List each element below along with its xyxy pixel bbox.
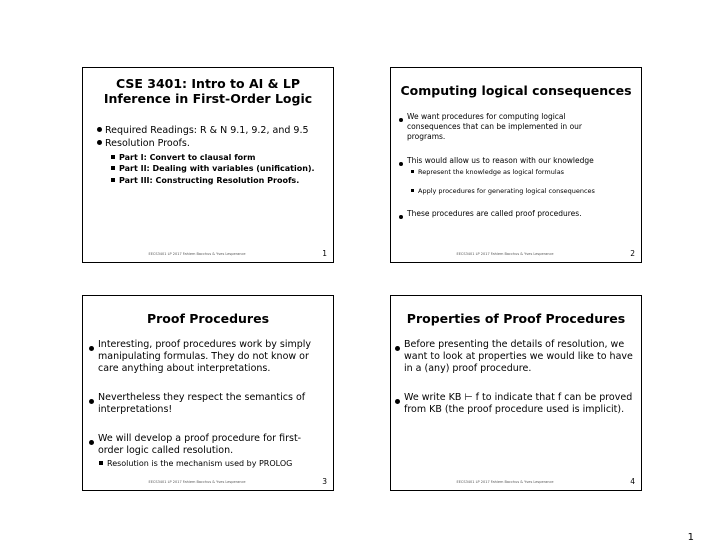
bullet-dot-icon (97, 127, 102, 132)
slide-3-title: Proof Procedures (146, 311, 270, 326)
slide-1-footer: EECS3401 LP 2017 Fahiem Bacchus & Yves Lesperance (148, 252, 246, 256)
bullet-dot-icon (399, 162, 403, 166)
page-number: 1 (687, 532, 694, 543)
bullet-dot-icon (89, 399, 94, 404)
bullet-square-icon (99, 461, 103, 465)
slide-2-bullet-1 (399, 112, 607, 142)
slide-2-bullet-3 (399, 209, 637, 219)
slide-4-footer: EECS3401 LP 2017 Fahiem Bacchus & Yves Lesperance (456, 480, 554, 484)
bullet-square-icon (111, 155, 115, 159)
bullet-dot-icon (399, 215, 403, 219)
slide-1-bullet-1-text: Required Readings: R & N 9.1, 9.2, and 9.5 (105, 125, 309, 136)
slide-4-bullet-1-text: Before presenting the details of resolution, we want to look at properties we would like to have in a (any) proof procedure. (404, 339, 633, 374)
slide-1-number: 1 (322, 249, 327, 258)
slide-4-bullet-2-text: We write KB ⊢ f to indicate that f can be proved from KB (the proof procedure used is implicit). (404, 392, 633, 415)
slide-3-number: 3 (322, 477, 327, 486)
slide-1-title-line1: CSE 3401: Intro to AI & LP (115, 76, 301, 91)
slide-2 (390, 67, 642, 263)
slide-2-sub-1-text: Represent the knowledge as logical formulas (418, 168, 565, 176)
bullet-dot-icon (97, 140, 102, 145)
slide-4-bullet-1 (395, 339, 636, 375)
slide-1-sub-1-text: Part I: Convert to clausal form (119, 153, 256, 162)
bullet-dot-icon (89, 346, 94, 351)
slide-1-sub-2 (111, 163, 331, 174)
slide-2-bullet-1-text: We want procedures for computing logical consequences that can be implemented in our programs. (407, 112, 582, 141)
slide-3-bullet-2-text: Nevertheless they respect the semantics of interpretations! (98, 392, 306, 415)
slide-2-sub-1 (411, 168, 631, 177)
slide-4-number: 4 (630, 477, 635, 486)
slide-3 (82, 295, 334, 491)
bullet-dot-icon (89, 440, 94, 445)
slide-3-bullet-3 (89, 433, 326, 457)
slide-1-sub-3 (111, 175, 331, 186)
slide-4-title: Properties of Proof Procedures (406, 311, 626, 326)
slide-2-title: Computing logical consequences (400, 83, 632, 98)
slide-1-title-line2: Inference in First-Order Logic (103, 91, 313, 106)
slide-2-bullet-2 (399, 156, 637, 166)
bullet-dot-icon (395, 399, 400, 404)
slide-1 (82, 67, 334, 263)
slide-3-sub-1 (99, 459, 319, 469)
slide-3-bullet-1 (89, 339, 326, 375)
slide-1-bullet-2-text: Resolution Proofs. (105, 138, 190, 149)
slide-4-bullet-2 (395, 392, 636, 416)
slide-2-bullet-3-text: These procedures are called proof procedures. (407, 209, 582, 218)
slide-2-footer: EECS3401 LP 2017 Fahiem Bacchus & Yves Lesperance (456, 252, 554, 256)
slide-2-number: 2 (630, 249, 635, 258)
bullet-square-icon (411, 189, 414, 192)
bullet-dot-icon (399, 118, 403, 122)
slide-3-footer: EECS3401 LP 2017 Fahiem Bacchus & Yves Lesperance (148, 480, 246, 484)
slide-1-title (83, 76, 333, 106)
slide-1-sub-3-text: Part III: Constructing Resolution Proofs. (119, 176, 300, 185)
slide-3-bullet-3-text: We will develop a proof procedure for first-order logic called resolution. (98, 433, 302, 456)
slide-4 (390, 295, 642, 491)
slide-1-bullet-2 (97, 138, 327, 150)
slide-3-bullet-2 (89, 392, 326, 416)
slide-2-bullet-2-text: This would allow us to reason with our knowledge (407, 156, 594, 165)
slide-2-sub-2 (411, 187, 631, 196)
slide-2-sub-2-text: Apply procedures for generating logical consequences (418, 187, 595, 195)
slide-1-sub-1 (111, 152, 331, 163)
bullet-square-icon (111, 178, 115, 182)
bullet-square-icon (411, 170, 414, 173)
slide-3-bullet-1-text: Interesting, proof procedures work by simply manipulating formulas. They do not know or care anything about interpretations. (98, 339, 312, 374)
slide-3-sub-1-text: Resolution is the mechanism used by PROLOG (107, 459, 293, 468)
bullet-dot-icon (395, 346, 400, 351)
slide-1-sub-2-text: Part II: Dealing with variables (unification). (119, 164, 315, 173)
bullet-square-icon (111, 166, 115, 170)
slide-1-bullet-1 (97, 125, 327, 137)
